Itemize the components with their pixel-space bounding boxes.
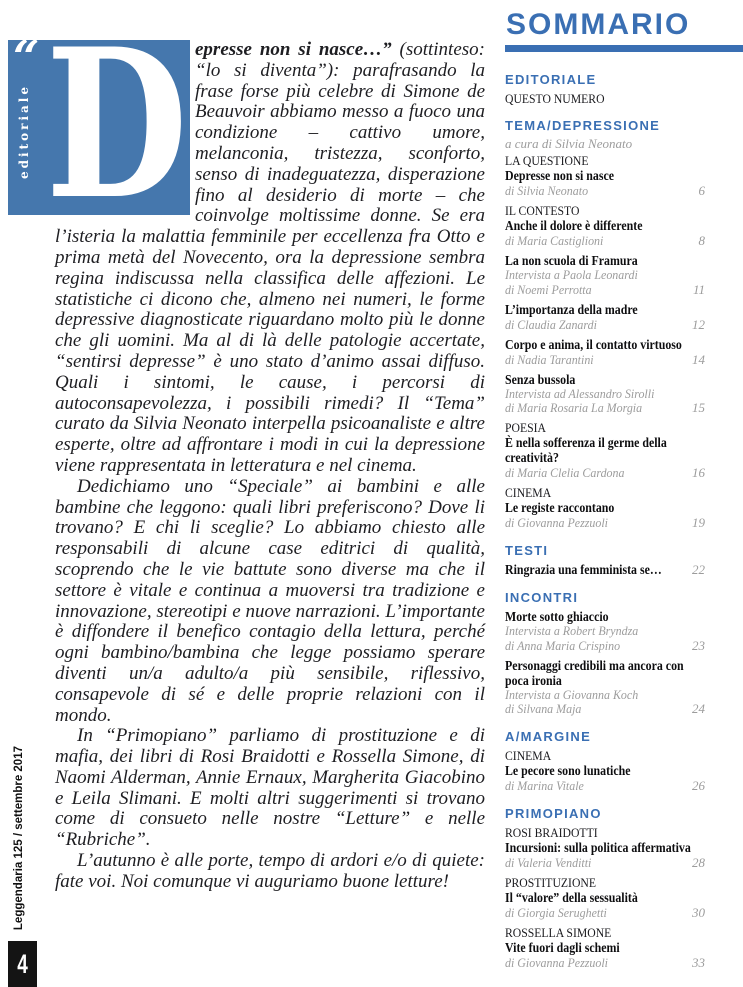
toc-item-byline-row <box>505 387 705 401</box>
toc-section <box>505 72 705 106</box>
toc-item-title: È nella sofferenza il germe della <box>505 435 667 450</box>
toc-item-byline: di Valeria Venditti <box>505 855 592 870</box>
editorial-opening-text: (sottinteso: “lo si diventa”): parafrasando la frase forse più celebre di Simone de Beauvoir abbiamo messo a fuoco una condizione – cattivo umore, melanconia, tristezza, sconforto, senso di inadeguatezza, disperazione fino al desiderio di morte – che coinvolge moltissime donne. Se era l’isteria la malattia femminile per eccellenza fra Otto e prima metà del Novecento, ora la depressione sembra regina indiscussa nella classifica delle affezioni. Le statistiche ci dicono che, almeno nei numeri, le forme depressive diagnosticate riguardano molto più le donne che gli uomini. Ma al di là delle patologie accertate, “sentirsi depresse” è uno stato d’animo assai diffuso. Quali i sintomi, le cause, i percorsi di autoconsapevolezza, i possibili rimedi? Il “Tema” curato da Silvia Neonato interpella psicoanaliste e altre esperte, oltre ad affrontare i modi in cui la depressione viene rappresentata in letteratura e nel cinema. <box>55 39 485 476</box>
toc-item-title: Incursioni: sulla politica affermativa <box>505 840 691 855</box>
toc-item <box>505 875 705 921</box>
toc-item-title-row <box>505 337 705 352</box>
toc-section <box>505 590 705 717</box>
toc-item-byline: di Claudia Zanardi <box>505 316 597 332</box>
toc-item-byline: di Silvia Neonato <box>505 183 589 198</box>
toc-item-byline: Intervista a Paola Leonardi <box>505 267 638 282</box>
toc-item-title-row <box>505 562 705 578</box>
toc-item-title-row <box>505 372 705 387</box>
toc-item-title-row <box>505 500 705 515</box>
toc-item-byline-row <box>505 268 705 282</box>
toc-item-title: La non scuola di Framura <box>505 253 638 268</box>
quote-mark: “ <box>13 30 40 84</box>
toc-item-title-row <box>505 168 705 183</box>
toc-item-title: poca ironia <box>505 672 562 688</box>
toc-item <box>505 562 705 578</box>
toc-item <box>505 485 705 531</box>
toc-item <box>505 825 705 871</box>
toc-section <box>505 118 705 531</box>
toc-item-kicker <box>505 925 705 940</box>
toc-item-page-number: 30 <box>692 905 705 920</box>
toc-item-byline-row <box>505 688 705 702</box>
toc-item-byline-row <box>505 183 705 199</box>
toc-item-page-number: 8 <box>698 233 705 248</box>
toc-item-title-row <box>505 218 705 233</box>
toc-item-title-row <box>505 435 705 450</box>
editorial-paragraph: L’autunno è alle porte, tempo di ardori e/o di quiete: fate voi. Noi comunque vi auguriamo buone letture! <box>55 850 485 892</box>
toc-item-title: Le pecore sono lunatiche <box>505 763 631 778</box>
toc-item <box>505 337 705 368</box>
toc-item-title-row <box>505 609 705 624</box>
toc-item-byline: di Maria Clelia Cardona <box>505 465 625 480</box>
toc-item-byline-row <box>505 233 705 249</box>
toc-item-byline: di Silvana Maja <box>505 701 582 716</box>
toc-item-page-number: 33 <box>692 955 705 970</box>
toc-item-byline: di Nadia Tarantini <box>505 351 594 367</box>
toc-item-byline-row <box>505 352 705 368</box>
toc-item-kicker-text: ROSI BRAIDOTTI <box>505 825 598 840</box>
toc-section-heading: INCONTRI <box>505 590 579 605</box>
toc-item-page-number: 16 <box>692 465 705 480</box>
toc-item-kicker-text: LA QUESTIONE <box>505 153 589 168</box>
editorial-section-vertical-label: editoriale <box>17 84 31 179</box>
toc-item-kicker-text: CINEMA <box>505 748 552 763</box>
toc-item-kicker <box>505 748 705 763</box>
toc-item-byline: di Noemi Perrotta <box>505 281 592 297</box>
toc-item-byline-row <box>505 465 705 481</box>
toc-item-byline: di Giorgia Serughetti <box>505 905 607 920</box>
toc-item-kicker <box>505 203 705 218</box>
toc-item <box>505 253 705 298</box>
toc-item-kicker <box>505 875 705 890</box>
toc-item-title-row <box>505 673 705 688</box>
toc-item-kicker-text: ROSSELLA SIMONE <box>505 925 612 940</box>
toc-item-title-row <box>505 450 705 465</box>
toc-item-byline: di Giovanna Pezzuoli <box>505 955 608 970</box>
toc-section <box>505 729 705 794</box>
toc-item-byline-row <box>505 282 705 298</box>
toc-item-title-row <box>505 840 705 855</box>
toc-item-byline: Intervista a Giovanna Koch <box>505 686 639 702</box>
toc-item-byline-row <box>505 905 705 921</box>
toc-item-byline-row <box>505 855 705 871</box>
toc-section-heading: A/MARGINE <box>505 729 592 744</box>
toc-item-title: L’importanza della madre <box>505 301 638 317</box>
toc-section-heading: TEMA/DEPRESSIONE <box>505 118 661 133</box>
toc-item-kicker <box>505 91 705 106</box>
toc-item-kicker-text: QUESTO NUMERO <box>505 91 605 106</box>
toc-item-byline-row <box>505 400 705 416</box>
toc-item-page-number: 22 <box>692 562 705 577</box>
toc-item <box>505 420 705 481</box>
toc-item-page-number: 11 <box>692 281 705 297</box>
toc-item-byline: Intervista ad Alessandro Sirolli <box>505 385 655 401</box>
toc-section-heading: EDITORIALE <box>505 72 597 87</box>
toc-item-title: Depresse non si nasce <box>505 168 615 183</box>
sommario-list <box>505 60 705 975</box>
toc-section <box>505 806 705 971</box>
toc-item-page-number: 24 <box>692 701 705 716</box>
toc-item-kicker <box>505 485 705 500</box>
toc-section-heading: PRIMOPIANO <box>505 806 602 821</box>
toc-item-kicker-text: CINEMA <box>505 485 552 500</box>
toc-item-byline: Intervista a Robert Bryndza <box>505 623 639 638</box>
toc-item-title: Anche il dolore è differente <box>505 218 643 233</box>
toc-item-page-number: 12 <box>692 316 705 332</box>
toc-section-heading: TESTI <box>505 543 549 558</box>
toc-item <box>505 748 705 794</box>
toc-section <box>505 543 705 578</box>
toc-item-page-number: 26 <box>692 778 705 793</box>
editorial-paragraph: Dedichiamo uno “Speciale” ai bambini e alle bambine che leggono: quali libri preferiscono? Dove li trovano? E chi li sceglie? Lo abbiamo chiesto alle responsabili di alcune case editrici di qualità, scoprendo che le vie battute sono diverse ma che il settore è vitale e continua a muoversi tra tradizione e innovazione, stereotipi e nuove narrazioni. L’importante è diffondere il benefico contagio della lettura, perché ogni bambino/bambina che legge possiamo sperare diventi un/a adulto/a più sensibile, riflessivo, consapevole di sé e delle proprie relazioni con il mondo. <box>55 475 485 726</box>
toc-item <box>505 372 705 417</box>
toc-item-byline: di Anna Maria Crispino <box>505 637 621 653</box>
toc-item-title: Morte sotto ghiaccio <box>505 609 609 624</box>
toc-item-title-row <box>505 302 705 317</box>
editorial-paragraph: In “Primopiano” parliamo di prostituzione e di mafia, dei libri di Rosi Braidotti e Rossella Simone, di Naomi Alderman, Annie Ernaux, Margherita Giacobino e Leila Slimani. E molti altri suggerimenti si trovano come di consueto nelle nostre “Letture” e nelle “Rubriche”. <box>55 725 485 851</box>
toc-item-title-row <box>505 658 705 673</box>
toc-item-kicker <box>505 825 705 840</box>
sommario-rule <box>505 45 743 52</box>
toc-item-title: Personaggi credibili ma ancora con <box>505 657 684 673</box>
toc-item-byline: di Maria Rosaria La Morgia <box>505 400 643 415</box>
page-number-box <box>8 941 37 987</box>
toc-item-byline-row <box>505 638 705 654</box>
toc-item-page-number: 15 <box>692 400 705 415</box>
editorial-lead-phrase: epresse non si nasce…” <box>195 39 392 60</box>
toc-item-title: Ringrazia una femminista se… <box>505 562 662 577</box>
page-number: 4 <box>17 948 28 979</box>
toc-item <box>505 658 705 718</box>
toc-item-page-number: 19 <box>692 515 705 530</box>
toc-item <box>505 203 705 249</box>
toc-item-byline: di Maria Castiglioni <box>505 233 604 248</box>
dropcap-letter: D <box>45 5 188 245</box>
issue-info-vertical-label: Leggendaria 125 / settembre 2017 <box>13 745 25 930</box>
toc-item-byline: di Giovanna Pezzuoli <box>505 515 608 530</box>
toc-item-page-number: 28 <box>692 855 705 870</box>
toc-item-title: creatività? <box>505 450 559 465</box>
toc-item-title: Il “valore” della sessualità <box>505 890 638 905</box>
toc-item-byline: di Marina Vitale <box>505 778 584 793</box>
toc-item-byline-row <box>505 624 705 638</box>
toc-item <box>505 91 705 106</box>
toc-item-kicker-text: IL CONTESTO <box>505 203 580 218</box>
toc-item-page-number: 14 <box>692 351 705 367</box>
toc-item-title: Senza bussola <box>505 371 576 387</box>
toc-item-page-number: 6 <box>698 183 705 198</box>
toc-item-byline-row <box>505 317 705 333</box>
toc-section-subtitle: a cura di Silvia Neonato <box>505 136 633 151</box>
toc-item-kicker <box>505 420 705 435</box>
toc-item-title-row <box>505 763 705 778</box>
toc-item-byline-row <box>505 955 705 971</box>
toc-item-byline-row <box>505 778 705 794</box>
toc-item-title: Vite fuori dagli schemi <box>505 940 620 955</box>
toc-item-title: Le registe raccontano <box>505 500 615 515</box>
toc-item-kicker-text: POESIA <box>505 420 546 435</box>
toc-item-byline-row <box>505 515 705 531</box>
toc-item-title-row <box>505 253 705 268</box>
toc-item <box>505 153 705 199</box>
toc-item-title-row <box>505 890 705 905</box>
toc-item <box>505 609 705 654</box>
editorial-dropcap-box <box>8 5 190 245</box>
toc-item-byline-row <box>505 701 705 717</box>
sommario-title: SOMMARIO <box>506 8 691 41</box>
toc-item <box>505 302 705 333</box>
toc-item-kicker <box>505 153 705 168</box>
toc-item-kicker-text: PROSTITUZIONE <box>505 875 596 890</box>
toc-item <box>505 925 705 971</box>
toc-item-page-number: 23 <box>692 637 705 653</box>
toc-item-title: Corpo e anima, il contatto virtuoso <box>505 336 682 352</box>
toc-item-title-row <box>505 940 705 955</box>
